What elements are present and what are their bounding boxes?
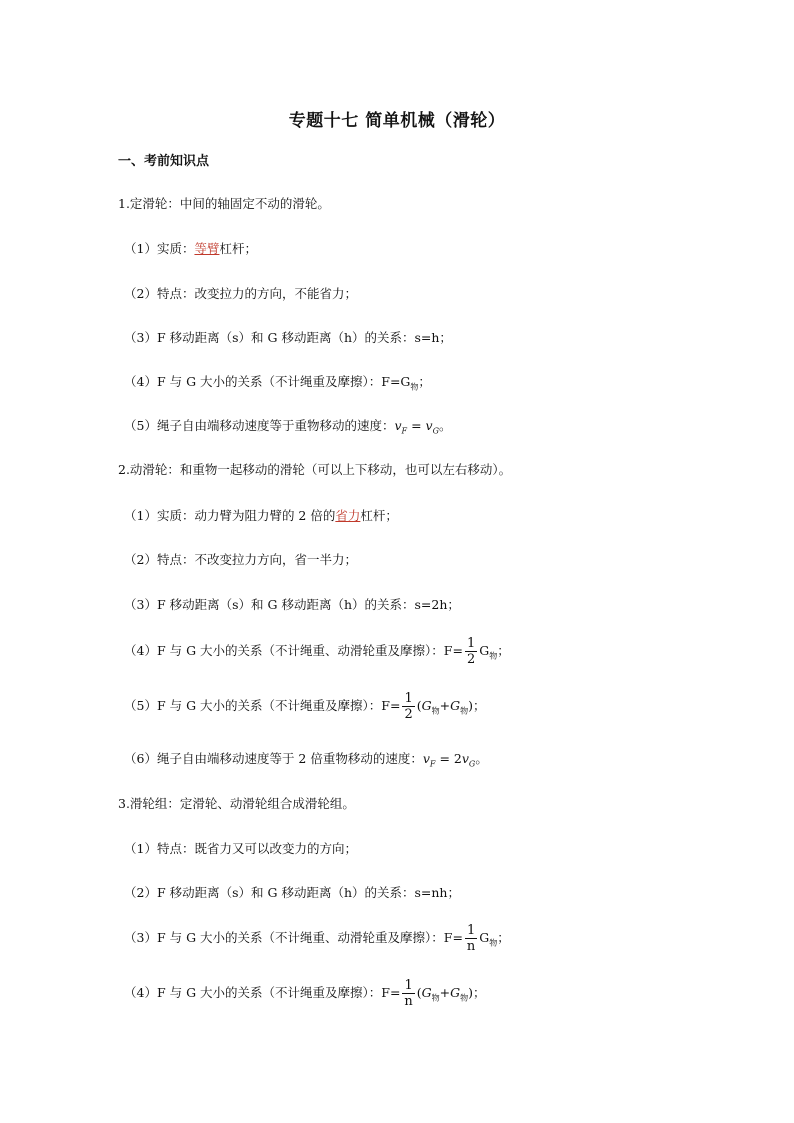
movable-pulley-force-real: （5）F 与 G 大小的关系（不计绳重及摩擦）：F= $\frac{1}{2}$ $(G_物+G_物)$； [124,691,486,722]
movable-pulley-feature: （2）特点：不改变拉力方向，省一半力； [124,552,357,567]
fixed-pulley-speed: （5）绳子自由端移动速度等于重物移动的速度：$v_F = v_G$。 [124,418,452,436]
movable-pulley-essence: （1）实质：动力臂为阻力臂的 2 倍的省力杠杆； [124,508,398,523]
pulley-block-force-ideal: （3）F 与 G 大小的关系（不计绳重、动滑轮重及摩擦）：F= $\frac{1}{n}$ $G_物$； [124,923,510,954]
movable-pulley-speed: （6）绳子自由端移动速度等于 2 倍重物移动的速度：$v_F = 2v_G$。 [124,751,488,769]
fixed-pulley-distance: （3）F 移动距离（s）和 G 移动距离（h）的关系：s=h； [124,330,452,345]
fraction: $\frac{1}{2}$ [466,636,476,667]
page-title: 专题十七 简单机械（滑轮） [288,111,506,131]
pulley-block-heading: 3.滑轮组：定滑轮、动滑轮组合成滑轮组。 [118,796,355,811]
highlight-force-saving: 省力 [335,508,361,523]
fraction: $\frac{1}{n}$ [466,923,476,954]
fixed-pulley-force: （4）F 与 G 大小的关系（不计绳重及摩擦）：$F=G_物$； [124,374,431,392]
fixed-pulley-feature: （2）特点：改变拉力的方向，不能省力； [124,286,357,301]
fraction: $\frac{1}{2}$ [404,691,413,722]
movable-pulley-force-ideal: （4）F 与 G 大小的关系（不计绳重、动滑轮重及摩擦）：F= $\frac{1}{2}$ $G_物$； [124,636,510,667]
pulley-block-force-real: （4）F 与 G 大小的关系（不计绳重及摩擦）：F= $\frac{1}{n}$ $(G_物+G_物)$； [124,978,486,1009]
movable-pulley-distance: （3）F 移动距离（s）和 G 移动距离（h）的关系：s=2h； [124,597,460,612]
movable-pulley-heading: 2.动滑轮：和重物一起移动的滑轮（可以上下移动，也可以左右移动）。 [118,462,512,477]
pulley-block-feature: （1）特点：既省力又可以改变力的方向； [124,841,357,856]
section-heading: 一、考前知识点 [118,154,210,169]
fixed-pulley-heading: 1.定滑轮：中间的轴固定不动的滑轮。 [118,196,330,211]
pulley-block-distance: （2）F 移动距离（s）和 G 移动距离（h）的关系：s=nh； [124,885,460,900]
highlight-equal-arm: 等臂 [194,241,220,256]
fixed-pulley-essence: （1）实质：等臂杠杆； [124,241,257,256]
fraction: $\frac{1}{n}$ [404,978,413,1009]
